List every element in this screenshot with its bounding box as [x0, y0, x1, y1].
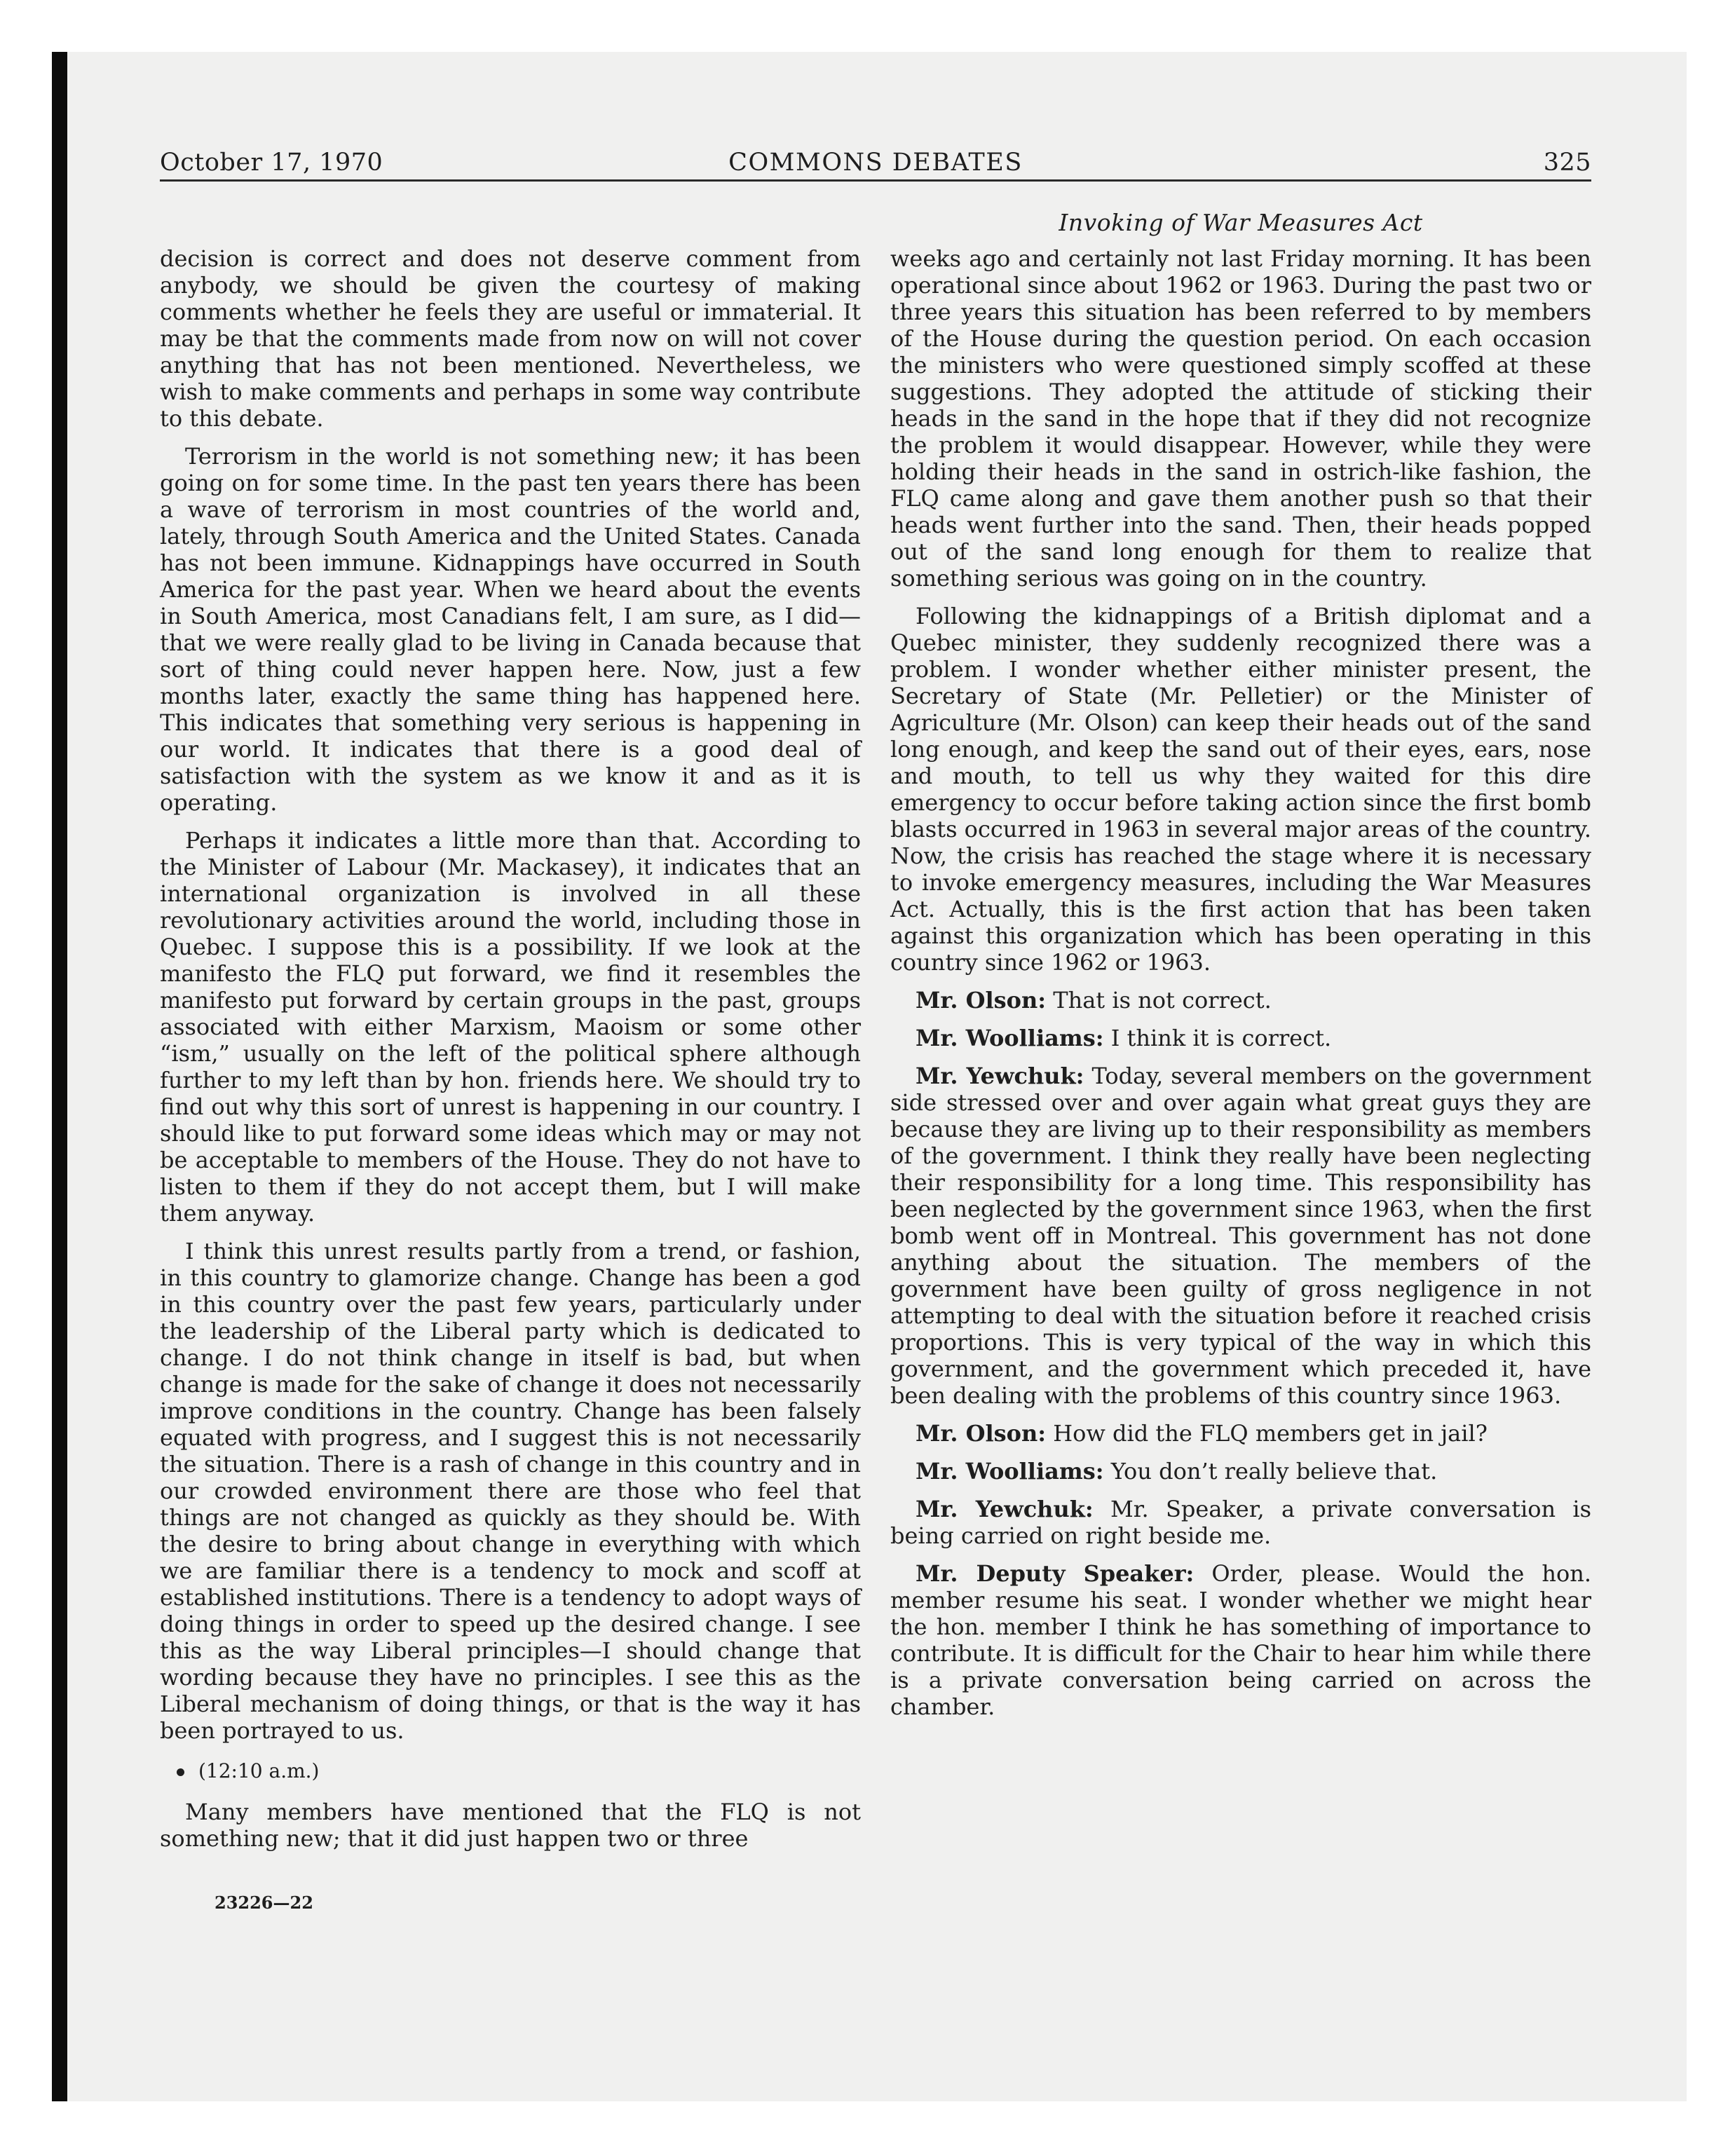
speech — [890, 1063, 1591, 1409]
header-page-number: 325 — [1543, 149, 1591, 177]
speech — [890, 1025, 1591, 1051]
paragraph: I think this unrest results partly from a trend, or fashion, in this country to glamorize change. Change has been a god in this country over the past few years, particularly under the leadership of the Liberal party which is dedicated to change. I do not think change in itself is bad, but when change is made for the sake of change it does not necessarily improve conditions in the country. Change has been falsely equated with progress, and I suggest this is not necessarily the situation. There is a rash of change in this country and in our crowded environment there are those who feel that things are not changed as quickly as they should be. With the desire to bring about change in everything with which we are familiar there is a tendency to mock and scoff at established institutions. There is a tendency to adopt ways of doing things in order to speed up the desired change. I see this as the way Liberal principles—I should change that wording because they have no principles. I see this as the Liberal mechanism of doing things, or that is the way it has been portrayed to us. — [160, 1238, 861, 1744]
paragraph: Many members have mentioned that the FLQ is not something new; that it did just happen two or three — [160, 1799, 861, 1852]
speech-text: I think it is correct. — [1110, 1025, 1332, 1051]
speech-text: How did the FLQ members get in jail? — [1053, 1420, 1488, 1447]
speaker-name: Mr. Olson: — [916, 1420, 1047, 1447]
speech-text: Order, please. Would the hon. member resume his seat. I wonder whether we might hear the hon. member I think he has something of importance to contribute. It is difficult for the Chair to hear him while there is a private conversation being carried on across the chamber. — [890, 1560, 1592, 1720]
paragraph: weeks ago and certainly not last Friday morning. It has been operational since about 1962 or 1963. During the past two or three years this situation has been referred to by members of the House during the question period. On each occasion the ministers who were questioned simply scoffed at these suggestions. They adopted the attitude of sticking their heads in the sand in the hope that if they did not recognize the problem it would disappear. However, while they were holding their heads in the sand in ostrich-like fashion, the FLQ came along and gave them another push so that their heads went further into the sand. Then, their heads popped out of the sand long enough for them to realize that something serious was going on in the country. — [890, 245, 1591, 592]
right-column — [890, 245, 1591, 1731]
footer-code: 23226—22 — [215, 1892, 313, 1913]
running-title: Invoking of War Measures Act — [1059, 209, 1423, 236]
speaker-name: Mr. Olson: — [916, 987, 1047, 1014]
speech — [890, 1496, 1591, 1549]
speech — [890, 1560, 1591, 1720]
time-mark-text: (12:10 a.m.) — [198, 1759, 320, 1782]
header-rule — [160, 179, 1591, 182]
header-publication: COMMONS DEBATES — [728, 149, 1023, 177]
bullet-icon — [177, 1768, 184, 1776]
speech — [890, 1458, 1591, 1485]
speech-text: Today, several members on the government side stressed over and over again what great guys they are because they are living up to their responsibility as members of the government. I think they really have been neglecting their responsibility for a long time. This responsibility has been neglected by the government since 1963, when the first bomb went off in Montreal. This government has not done anything about the situation. The members of the government have been guilty of gross negligence in not attempting to deal with the situation before it reached crisis proportions. This is very typical of the way in which this government, and the government which preceded it, have been dealing with the problems of this country since 1963. — [890, 1063, 1591, 1409]
scan-edge — [52, 52, 67, 2101]
speech — [890, 987, 1591, 1014]
speaker-name: Mr. Deputy Speaker: — [916, 1560, 1195, 1587]
time-mark — [177, 1758, 861, 1785]
paragraph: decision is correct and does not deserve comment from anybody, we should be given the courtesy of making comments whether he feels they are useful or immaterial. It may be that the comments made from now on will not cover anything that has not been mentioned. Nevertheless, we wish to make comments and perhaps in some way contribute to this debate. — [160, 245, 861, 432]
speaker-name: Mr. Woolliams: — [916, 1458, 1104, 1485]
speech-text: That is not correct. — [1053, 987, 1272, 1014]
speaker-name: Mr. Woolliams: — [916, 1025, 1104, 1051]
paragraph: Terrorism in the world is not something new; it has been going on for some time. In the past ten years there has been a wave of terrorism in most countries of the world and, lately, through South America and the United States. Canada has not been immune. Kidnappings have occurred in South America for the past year. When we heard about the events in South America, most Canadians felt, I am sure, as I did—that we were really glad to be living in Canada because that sort of thing could never happen here. Now, just a few months later, exactly the same thing has happened here. This indicates that something very serious is happening in our world. It indicates that there is a good deal of satisfaction with the system as we know it and as it is operating. — [160, 443, 861, 816]
speech — [890, 1420, 1591, 1447]
speech-text: Mr. Speaker, a private conversation is being carried on right beside me. — [890, 1496, 1592, 1549]
page-header — [160, 149, 1591, 184]
speaker-name: Mr. Yewchuk: — [916, 1496, 1094, 1522]
speech-text: You don’t really believe that. — [1110, 1458, 1438, 1485]
header-date: October 17, 1970 — [160, 149, 383, 177]
speaker-name: Mr. Yewchuk: — [916, 1063, 1084, 1089]
paragraph: Perhaps it indicates a little more than that. According to the Minister of Labour (Mr. Mackasey), it indicates that an international organization is involved in all these revolutionary activities around the world, including those in Quebec. I suppose this is a possibility. If we look at the manifesto the FLQ put forward, we find it resembles the manifesto put forward by certain groups in the past, groups associated with either Marxism, Maoism or some other “ism,” usually on the left of the political sphere although further to my left than by hon. friends here. We should try to find out why this sort of unrest is happening in our country. I should like to put forward some ideas which may or may not be acceptable to members of the House. They do not have to listen to them if they do not accept them, but I will make them anyway. — [160, 827, 861, 1227]
paragraph: Following the kidnappings of a British diplomat and a Quebec minister, they suddenly recognized there was a problem. I wonder whether either minister present, the Secretary of State (Mr. Pelletier) or the Minister of Agriculture (Mr. Olson) can keep their heads out of the sand long enough, and keep the sand out of their eyes, ears, nose and mouth, to tell us why they waited for this dire emergency to occur before taking action since the first bomb blasts occurred in 1963 in several major areas of the country. Now, the crisis has reached the stage where it is necessary to invoke emergency measures, including the War Measures Act. Actually, this is the first action that has been taken against this organization which has been operating in this country since 1962 or 1963. — [890, 603, 1591, 976]
left-column — [160, 245, 861, 1863]
